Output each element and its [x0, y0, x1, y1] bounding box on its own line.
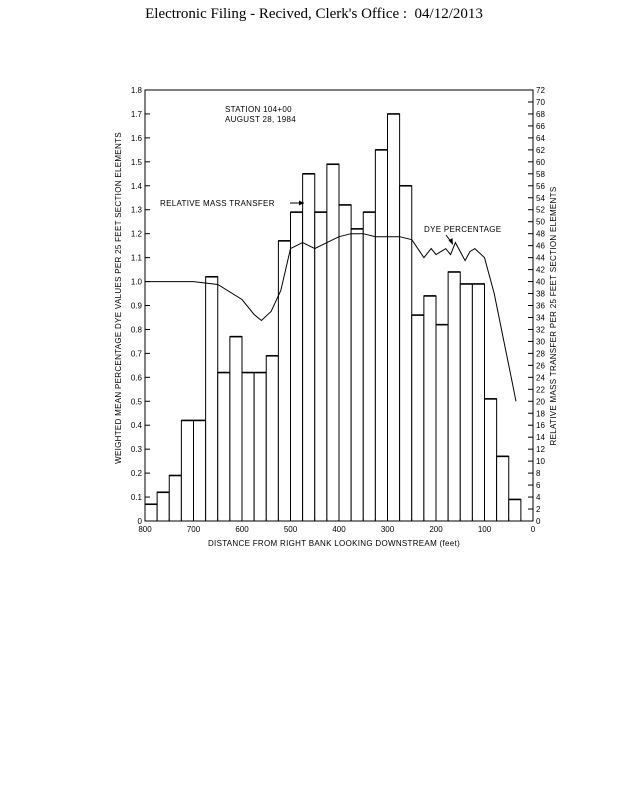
mass-transfer-bar — [424, 296, 436, 521]
right-y-tick-label: 40 — [536, 277, 545, 287]
mass-transfer-label: RELATIVE MASS TRANSFER — [160, 199, 275, 208]
mass-transfer-bar — [194, 420, 206, 521]
chart-title-station: STATION 104+00 — [225, 105, 292, 114]
right-y-tick-label: 26 — [536, 361, 545, 371]
mass-transfer-bar — [388, 114, 400, 521]
right-y-tick-label: 44 — [536, 253, 545, 263]
mass-transfer-bar — [472, 284, 484, 521]
left-y-tick-label: 0.8 — [130, 325, 142, 335]
page-header: Electronic Filing - Recived, Clerk's Office : 04/12/2013 — [145, 6, 483, 22]
left-y-tick-label: 0.6 — [130, 373, 142, 383]
mass-transfer-bar — [157, 492, 169, 521]
mass-transfer-bar — [218, 373, 230, 521]
left-y-tick-label: 0.2 — [130, 469, 142, 479]
left-y-tick-label: 1.1 — [130, 253, 142, 263]
left-y-axis-title: WEIGHTED MEAN PERCENTAGE DYE VALUES PER 25 FEET SECTION ELEMENTS — [114, 132, 123, 464]
right-y-tick-label: 38 — [536, 289, 545, 299]
right-y-tick-label: 68 — [536, 109, 545, 119]
x-tick-label: 500 — [283, 525, 298, 534]
mass-transfer-bar — [363, 212, 375, 521]
mass-transfer-bar — [266, 356, 278, 521]
right-y-tick-label: 32 — [536, 325, 545, 335]
left-y-tick-label: 0.7 — [130, 349, 142, 359]
right-y-tick-label: 18 — [536, 409, 545, 419]
right-y-tick-label: 56 — [536, 181, 545, 191]
mass-transfer-bar — [278, 241, 290, 521]
left-y-tick-label: 0.9 — [130, 301, 142, 311]
chart-title-date: AUGUST 28, 1984 — [225, 115, 297, 124]
left-y-tick-label: 0 — [137, 517, 142, 526]
mass-transfer-bar — [375, 150, 387, 521]
x-tick-label: 0 — [530, 525, 536, 534]
x-tick-label: 700 — [186, 525, 201, 534]
left-y-axis — [131, 86, 150, 526]
right-y-tick-label: 4 — [536, 493, 541, 503]
right-y-tick-label: 10 — [536, 457, 545, 467]
right-y-tick-label: 8 — [536, 469, 541, 479]
right-y-tick-label: 64 — [536, 133, 545, 143]
x-tick-label: 600 — [235, 525, 249, 534]
right-y-tick-label: 24 — [536, 373, 545, 383]
right-y-tick-label: 52 — [536, 205, 545, 215]
right-y-tick-label: 20 — [536, 397, 545, 407]
x-tick-label: 800 — [138, 525, 152, 534]
left-y-tick-label: 0.4 — [130, 421, 142, 431]
x-axis-title: DISTANCE FROM RIGHT BANK LOOKING DOWNSTREAM (feet) — [207, 539, 461, 548]
right-y-tick-label: 54 — [536, 193, 545, 203]
mass-transfer-bars — [145, 114, 521, 521]
right-y-tick-label: 70 — [536, 97, 545, 107]
right-y-tick-label: 58 — [536, 169, 545, 179]
x-tick-label: 300 — [380, 525, 395, 534]
dye-percentage-label: DYE PERCENTAGE — [424, 225, 502, 234]
left-y-tick-label: 1.8 — [130, 86, 142, 95]
left-y-tick-label: 1.5 — [130, 157, 142, 167]
left-y-tick-label: 1.7 — [130, 109, 142, 119]
left-y-tick-label: 1.6 — [130, 133, 142, 143]
right-y-tick-label: 14 — [536, 433, 545, 443]
right-y-tick-label: 2 — [536, 505, 541, 515]
mass-transfer-bar — [181, 420, 193, 521]
mass-transfer-bar — [497, 456, 509, 521]
right-y-tick-label: 12 — [536, 445, 545, 455]
left-y-tick-label: 1.4 — [130, 181, 142, 191]
x-tick-label: 200 — [429, 525, 443, 534]
mass-transfer-bar — [303, 174, 315, 521]
mass-transfer-bar — [412, 315, 424, 521]
right-y-tick-label: 34 — [536, 313, 545, 323]
right-y-tick-label: 36 — [536, 301, 545, 311]
right-y-tick-label: 72 — [536, 86, 545, 95]
left-y-tick-label: 1.3 — [130, 205, 142, 215]
right-y-tick-label: 28 — [536, 349, 545, 359]
mass-transfer-bar — [485, 399, 497, 521]
mass-transfer-bar — [436, 325, 448, 521]
right-y-tick-label: 48 — [536, 229, 545, 239]
x-tick-label: 100 — [477, 525, 492, 534]
left-y-tick-label: 0.3 — [130, 445, 142, 455]
mass-transfer-bar — [327, 164, 339, 521]
right-y-tick-label: 6 — [536, 481, 541, 491]
x-tick-label: 400 — [332, 525, 346, 534]
right-y-tick-label: 0 — [536, 517, 541, 526]
left-y-tick-label: 1.2 — [130, 229, 142, 239]
right-y-tick-label: 22 — [536, 385, 545, 395]
mass-transfer-bar — [351, 229, 363, 521]
right-y-tick-label: 62 — [536, 145, 545, 155]
left-y-tick-label: 0.5 — [130, 397, 142, 407]
mass-transfer-bar — [315, 212, 327, 521]
mass-transfer-bar — [400, 186, 412, 521]
mass-transfer-bar — [206, 277, 218, 521]
left-y-tick-label: 0.1 — [130, 493, 142, 503]
mass-transfer-bar — [230, 337, 242, 521]
mass-transfer-bar — [339, 205, 351, 521]
mass-transfer-bar — [291, 212, 303, 521]
right-y-tick-label: 30 — [536, 337, 545, 347]
right-y-tick-label: 16 — [536, 421, 545, 431]
mass-transfer-bar — [242, 373, 254, 521]
mass-transfer-bar — [169, 476, 181, 521]
mass-transfer-bar — [254, 373, 266, 521]
right-y-tick-label: 66 — [536, 121, 545, 131]
right-y-tick-label: 46 — [536, 241, 545, 251]
mass-transfer-bar — [460, 284, 472, 521]
mass-transfer-bar — [145, 504, 157, 521]
right-y-tick-label: 50 — [536, 217, 545, 227]
right-y-tick-label: 42 — [536, 265, 545, 275]
mass-transfer-bar — [448, 272, 460, 521]
right-y-axis — [528, 86, 545, 526]
mass-transfer-bar — [509, 499, 521, 521]
right-y-tick-label: 60 — [536, 157, 545, 167]
left-y-tick-label: 1.0 — [130, 277, 142, 287]
right-y-axis-title: RELATIVE MASS TRANSFER PER 25 FEET SECTION ELEMENTS — [549, 186, 558, 446]
